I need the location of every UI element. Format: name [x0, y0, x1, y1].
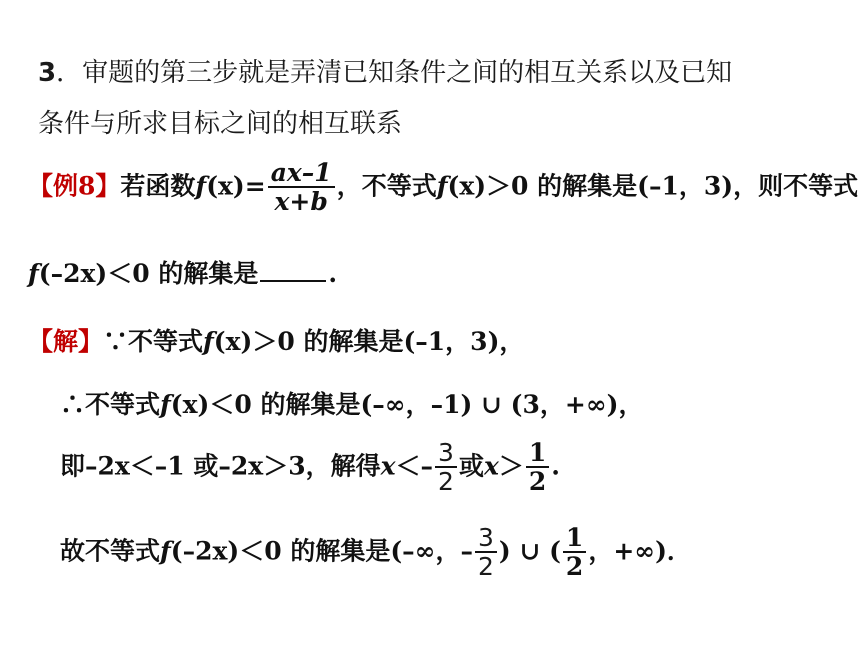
solution-line-4	[60, 525, 692, 581]
solution-s4-frac1-den: 2	[475, 551, 497, 581]
solution-s3c: 或	[458, 451, 484, 481]
solution-s4a: 故不等式	[60, 536, 161, 566]
solution-s3-frac2-num: 1	[528, 438, 547, 467]
solution-s4-frac2-den: 2	[563, 551, 586, 581]
solution-s1: ∵不等式	[103, 327, 204, 356]
solution-s4d: ，+∞)．	[588, 536, 692, 566]
solution-line-2	[60, 385, 644, 421]
solution-s2: ∴不等式	[60, 390, 161, 419]
example-f: f	[195, 171, 207, 201]
solution-s3-x2: x	[483, 451, 499, 481]
example-line-2	[28, 254, 337, 290]
example-tag: 【例8】	[28, 171, 121, 201]
example-text-3: (x)＞0 的解集是(–1，3)，则不等式	[447, 171, 859, 201]
solution-line-1	[28, 322, 524, 358]
solution-s3-frac1-den: 2	[435, 466, 457, 496]
solution-s1-rest: (x)＞0 的解集是(–1，3)，	[213, 327, 525, 356]
solution-s3-frac1-num: 3	[438, 438, 454, 467]
solution-s4-frac-1	[475, 525, 497, 581]
solution-s4-frac1-num: 3	[478, 523, 494, 552]
solution-s4-f: f	[160, 536, 171, 566]
solution-line-3	[60, 440, 560, 496]
solution-s4-frac-2	[563, 525, 586, 581]
solution-s4b: (–2x)＜0 的解集是(–∞，–	[170, 536, 473, 566]
example-eq: =	[244, 171, 266, 201]
solution-s3-frac-2	[526, 440, 549, 496]
example-l2-text: (–2x)＜0 的解集是	[38, 259, 259, 288]
solution-s3d: ＞	[498, 451, 524, 481]
example-line-1	[28, 160, 858, 216]
solution-s4-frac2-num: 1	[565, 523, 584, 552]
solution-s4c: ) ∪ (	[498, 536, 561, 566]
example-fraction	[268, 160, 335, 216]
intro-text-1: ．审题的第三步就是弄清已知条件之间的相互关系以及已知	[56, 58, 733, 88]
example-text-1: 若函数	[120, 171, 196, 201]
intro-line-1	[38, 52, 732, 89]
solution-s3e: .	[551, 451, 560, 481]
example-f-2: f	[436, 171, 448, 201]
example-text-2: ，不等式	[336, 171, 437, 201]
solution-s2-f: f	[160, 390, 171, 419]
answer-blank	[260, 258, 326, 282]
example-l2-f: f	[28, 259, 39, 288]
solution-tag: 【解】	[28, 327, 104, 356]
example-frac-den: x+b	[268, 186, 335, 216]
solution-s1-f: f	[203, 327, 214, 356]
intro-number: 3	[38, 58, 57, 88]
intro-text-2: 条件与所求目标之间的相互联系	[38, 109, 403, 139]
example-l2-end: .	[328, 259, 338, 288]
intro-line-2	[38, 103, 402, 140]
solution-s3b: ＜–	[395, 451, 434, 481]
example-frac-num: ax–1	[270, 158, 332, 187]
solution-s3a: 即–2x＜–1 或–2x＞3，解得	[60, 451, 381, 481]
solution-s2-rest: (x)＜0 的解集是(–∞，–1) ∪ (3，+∞)，	[170, 390, 644, 419]
solution-s3-frac2-den: 2	[526, 466, 549, 496]
solution-s3-x: x	[380, 451, 396, 481]
solution-s3-frac-1	[435, 440, 457, 496]
example-f-arg: (x)	[206, 171, 245, 201]
